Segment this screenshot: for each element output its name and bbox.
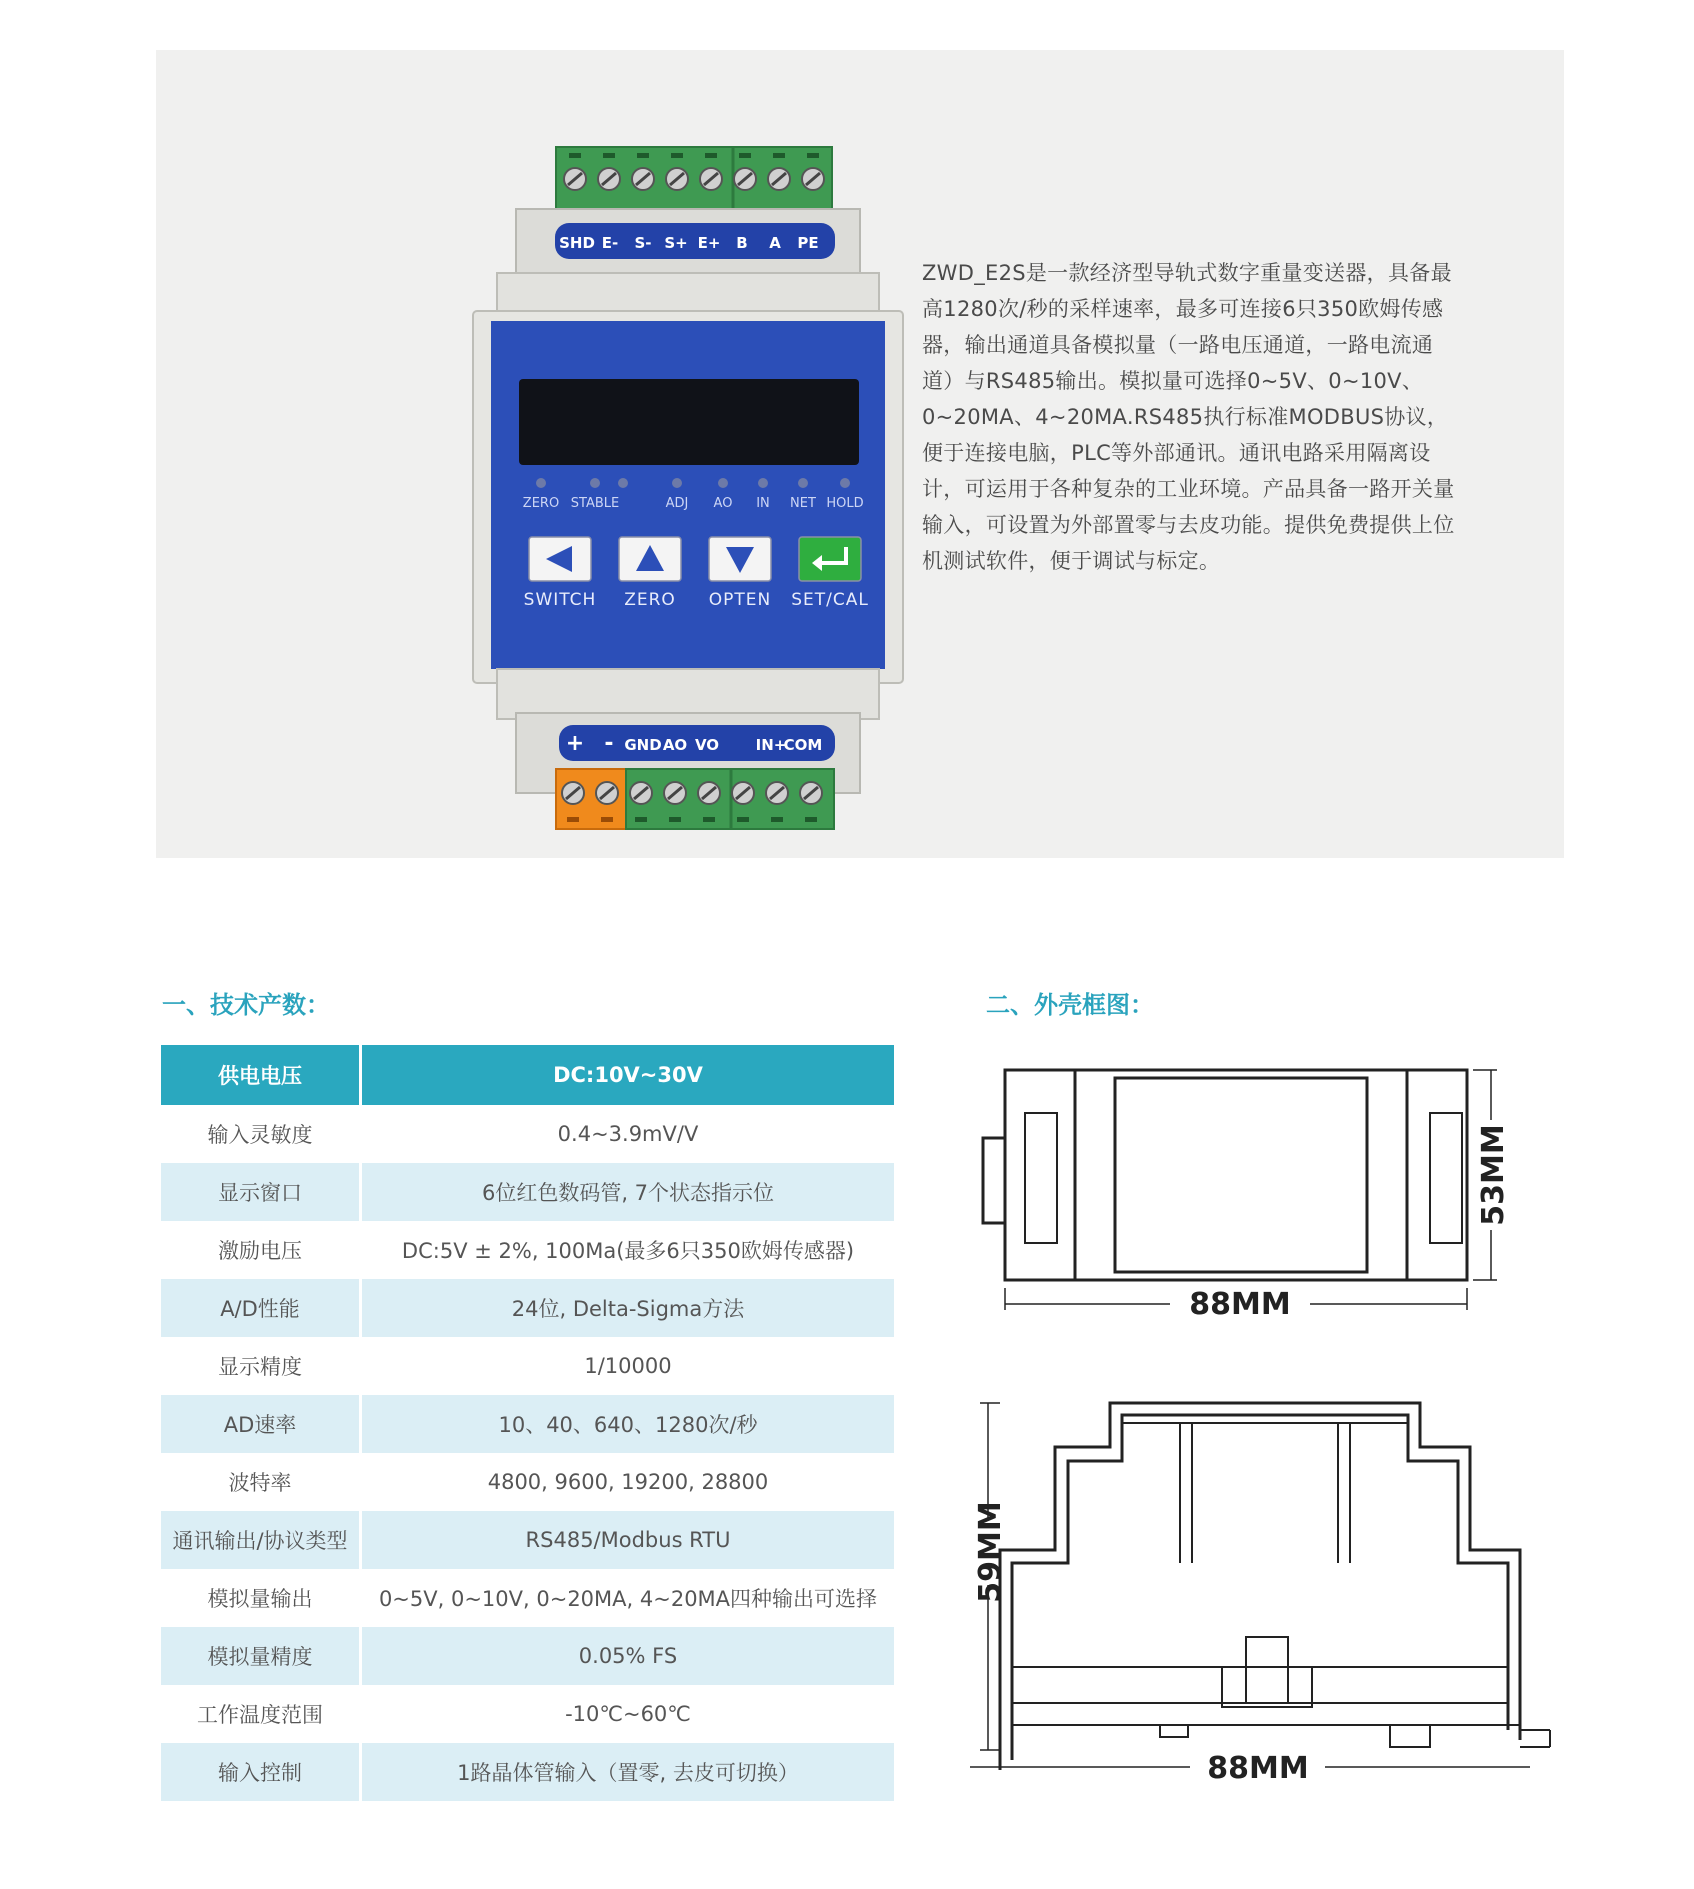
spec-table xyxy=(161,1045,894,1801)
spec-section-title: 一、技术产数： xyxy=(162,991,330,1019)
terminal-label: E- xyxy=(601,234,619,252)
panel-button-switch[interactable] xyxy=(524,537,597,610)
row-label: A/D性能 xyxy=(161,1279,361,1337)
terminal-label: IN+ xyxy=(755,736,787,754)
row-value: 24位, Delta-Sigma方法 xyxy=(511,1297,745,1321)
row-value: 0~5V, 0~10V, 0~20MA, 4~20MA四种输出可选择 xyxy=(378,1587,878,1611)
top-view-width-label: 88MM xyxy=(1189,1287,1291,1322)
terminal-label: S- xyxy=(634,234,652,252)
status-led xyxy=(758,478,768,488)
terminal-slot xyxy=(603,153,615,158)
table-row xyxy=(161,1627,894,1685)
terminal-screw-icon xyxy=(596,782,618,804)
terminal-label: SHD xyxy=(559,234,595,252)
indicator-label: IN xyxy=(756,496,770,511)
row-value: 0.4~3.9mV/V xyxy=(557,1122,699,1146)
terminal-slot xyxy=(601,817,613,822)
row-label: 模拟量精度 xyxy=(161,1627,361,1685)
status-led xyxy=(840,478,850,488)
row-value: 1路晶体管输入（置零, 去皮可切换） xyxy=(457,1761,799,1785)
terminal-slot xyxy=(807,153,819,158)
table-row xyxy=(161,1105,894,1163)
terminal-slot xyxy=(637,153,649,158)
row-label: 激励电压 xyxy=(161,1221,361,1279)
row-value: 4800, 9600, 19200, 28800 xyxy=(487,1470,769,1494)
terminal-screw-icon xyxy=(630,782,652,804)
product-photo xyxy=(311,95,869,835)
panel-button-set-cal[interactable] xyxy=(791,537,869,610)
row-value: DC:5V ± 2%, 100Ma(最多6只350欧姆传感器) xyxy=(401,1239,855,1263)
status-led xyxy=(798,478,808,488)
terminal-slot xyxy=(669,817,681,822)
terminal-screw-icon xyxy=(666,168,688,190)
table-row xyxy=(161,1685,894,1743)
terminal-label: A xyxy=(769,234,781,252)
indicator-label: STABLE xyxy=(570,496,620,511)
header-label: 供电电压 xyxy=(161,1045,361,1105)
button-label: SWITCH xyxy=(523,590,597,610)
enclosure-top-view xyxy=(965,1058,1565,1328)
led-display xyxy=(519,379,859,465)
enclosure-side-view xyxy=(960,1385,1570,1785)
side-view-width-label: 88MM xyxy=(1207,1751,1309,1786)
row-label: 波特率 xyxy=(161,1453,361,1511)
status-led xyxy=(590,478,600,488)
table-row xyxy=(161,1453,894,1511)
panel-button-opten[interactable] xyxy=(709,537,771,610)
row-label: 输入控制 xyxy=(161,1743,361,1801)
bottom-terminal-block xyxy=(556,769,834,829)
indicator-label: HOLD xyxy=(826,496,864,511)
top-label-strip xyxy=(555,223,835,259)
table-row xyxy=(161,1163,894,1221)
terminal-slot xyxy=(569,153,581,158)
terminal-label: AO xyxy=(662,736,688,754)
terminal-screw-icon xyxy=(734,168,756,190)
table-row xyxy=(161,1337,894,1395)
terminal-label: S+ xyxy=(664,234,688,252)
table-header-row xyxy=(161,1045,894,1105)
table-row xyxy=(161,1743,894,1801)
terminal-screw-icon xyxy=(800,782,822,804)
terminal-slot xyxy=(773,153,785,158)
row-label: 显示精度 xyxy=(161,1337,361,1395)
front-panel xyxy=(491,321,885,669)
status-led xyxy=(718,478,728,488)
row-label: 输入灵敏度 xyxy=(161,1105,361,1163)
row-value: 0.05% FS xyxy=(578,1644,678,1668)
button-label: ZERO xyxy=(624,590,676,610)
side-view-height-label: 59MM xyxy=(973,1501,1008,1603)
row-value: 1/10000 xyxy=(584,1354,672,1378)
indicator-label: ZERO xyxy=(522,496,560,511)
terminal-slot xyxy=(705,153,717,158)
terminal-screw-icon xyxy=(562,782,584,804)
indicator-label: AO xyxy=(713,496,733,511)
row-label: 工作温度范围 xyxy=(161,1685,361,1743)
terminal-label: E+ xyxy=(697,234,721,252)
top-view-height-label: 53MM xyxy=(1476,1124,1511,1226)
product-description: ZWD_E2S是一款经济型导轨式数字重量变送器，具备最高1280次/秒的采样速率，最多可连接6只350欧姆传感器，输出通道具备模拟量（一路电压通道，一路电流通道）与RS485输出。模拟量可选择0~5V、0~10V、0~20MA、4~20MA.RS485执行标准MODBUS协议，便于连接电脑，PLC等外部通讯。通讯电路采用隔离设计，可运用于各种复杂的工业环境。产品具备一路开关量输入，可设置为外部置零与去皮功能。提供免费提供上位机测试软件，便于调试与标定。 xyxy=(922,261,1455,573)
terminal-slot xyxy=(635,817,647,822)
panel-button-zero[interactable] xyxy=(619,537,681,610)
terminal-screw-icon xyxy=(732,782,754,804)
status-led xyxy=(536,478,546,488)
terminal-screw-icon xyxy=(564,168,586,190)
button-label: OPTEN xyxy=(708,590,772,610)
table-row xyxy=(161,1395,894,1453)
terminal-label: PE xyxy=(797,234,819,252)
row-value: 6位红色数码管, 7个状态指示位 xyxy=(481,1181,775,1205)
table-row xyxy=(161,1569,894,1627)
table-row xyxy=(161,1279,894,1337)
terminal-label: VO xyxy=(694,736,720,754)
product-hero xyxy=(156,50,1564,858)
terminal-slot xyxy=(739,153,751,158)
terminal-screw-icon xyxy=(698,782,720,804)
terminal-screw-icon xyxy=(700,168,722,190)
terminal-slot xyxy=(737,817,749,822)
case-section-title: 二、外壳框图： xyxy=(986,991,1154,1019)
terminal-label: + xyxy=(565,731,585,756)
row-label: AD速率 xyxy=(161,1395,361,1453)
status-led xyxy=(618,478,628,488)
row-label: 显示窗口 xyxy=(161,1163,361,1221)
terminal-label: - xyxy=(604,731,614,756)
terminal-slot xyxy=(771,817,783,822)
terminal-screw-icon xyxy=(766,782,788,804)
row-value: RS485/Modbus RTU xyxy=(525,1528,731,1552)
terminal-slot xyxy=(805,817,817,822)
terminal-slot xyxy=(567,817,579,822)
header-value: DC:10V~30V xyxy=(553,1063,703,1087)
indicator-label: ADJ xyxy=(665,496,689,511)
terminal-screw-icon xyxy=(664,782,686,804)
terminal-screw-icon xyxy=(768,168,790,190)
table-row xyxy=(161,1221,894,1279)
table-row xyxy=(161,1511,894,1569)
terminal-label: GND xyxy=(624,736,662,754)
terminal-label: B xyxy=(736,234,748,252)
row-label: 通讯输出/协议类型 xyxy=(161,1511,361,1569)
button-label: SET/CAL xyxy=(791,590,869,610)
terminal-screw-icon xyxy=(632,168,654,190)
terminal-label: COM xyxy=(783,736,823,754)
top-terminal-block xyxy=(556,147,832,209)
terminal-screw-icon xyxy=(802,168,824,190)
indicator-label: NET xyxy=(790,496,816,511)
terminal-screw-icon xyxy=(598,168,620,190)
terminal-slot xyxy=(671,153,683,158)
terminal-slot xyxy=(703,817,715,822)
row-label: 模拟量输出 xyxy=(161,1569,361,1627)
row-value: 10、40、640、1280次/秒 xyxy=(498,1413,758,1437)
status-led xyxy=(672,478,682,488)
row-value: -10℃~60℃ xyxy=(565,1702,691,1726)
